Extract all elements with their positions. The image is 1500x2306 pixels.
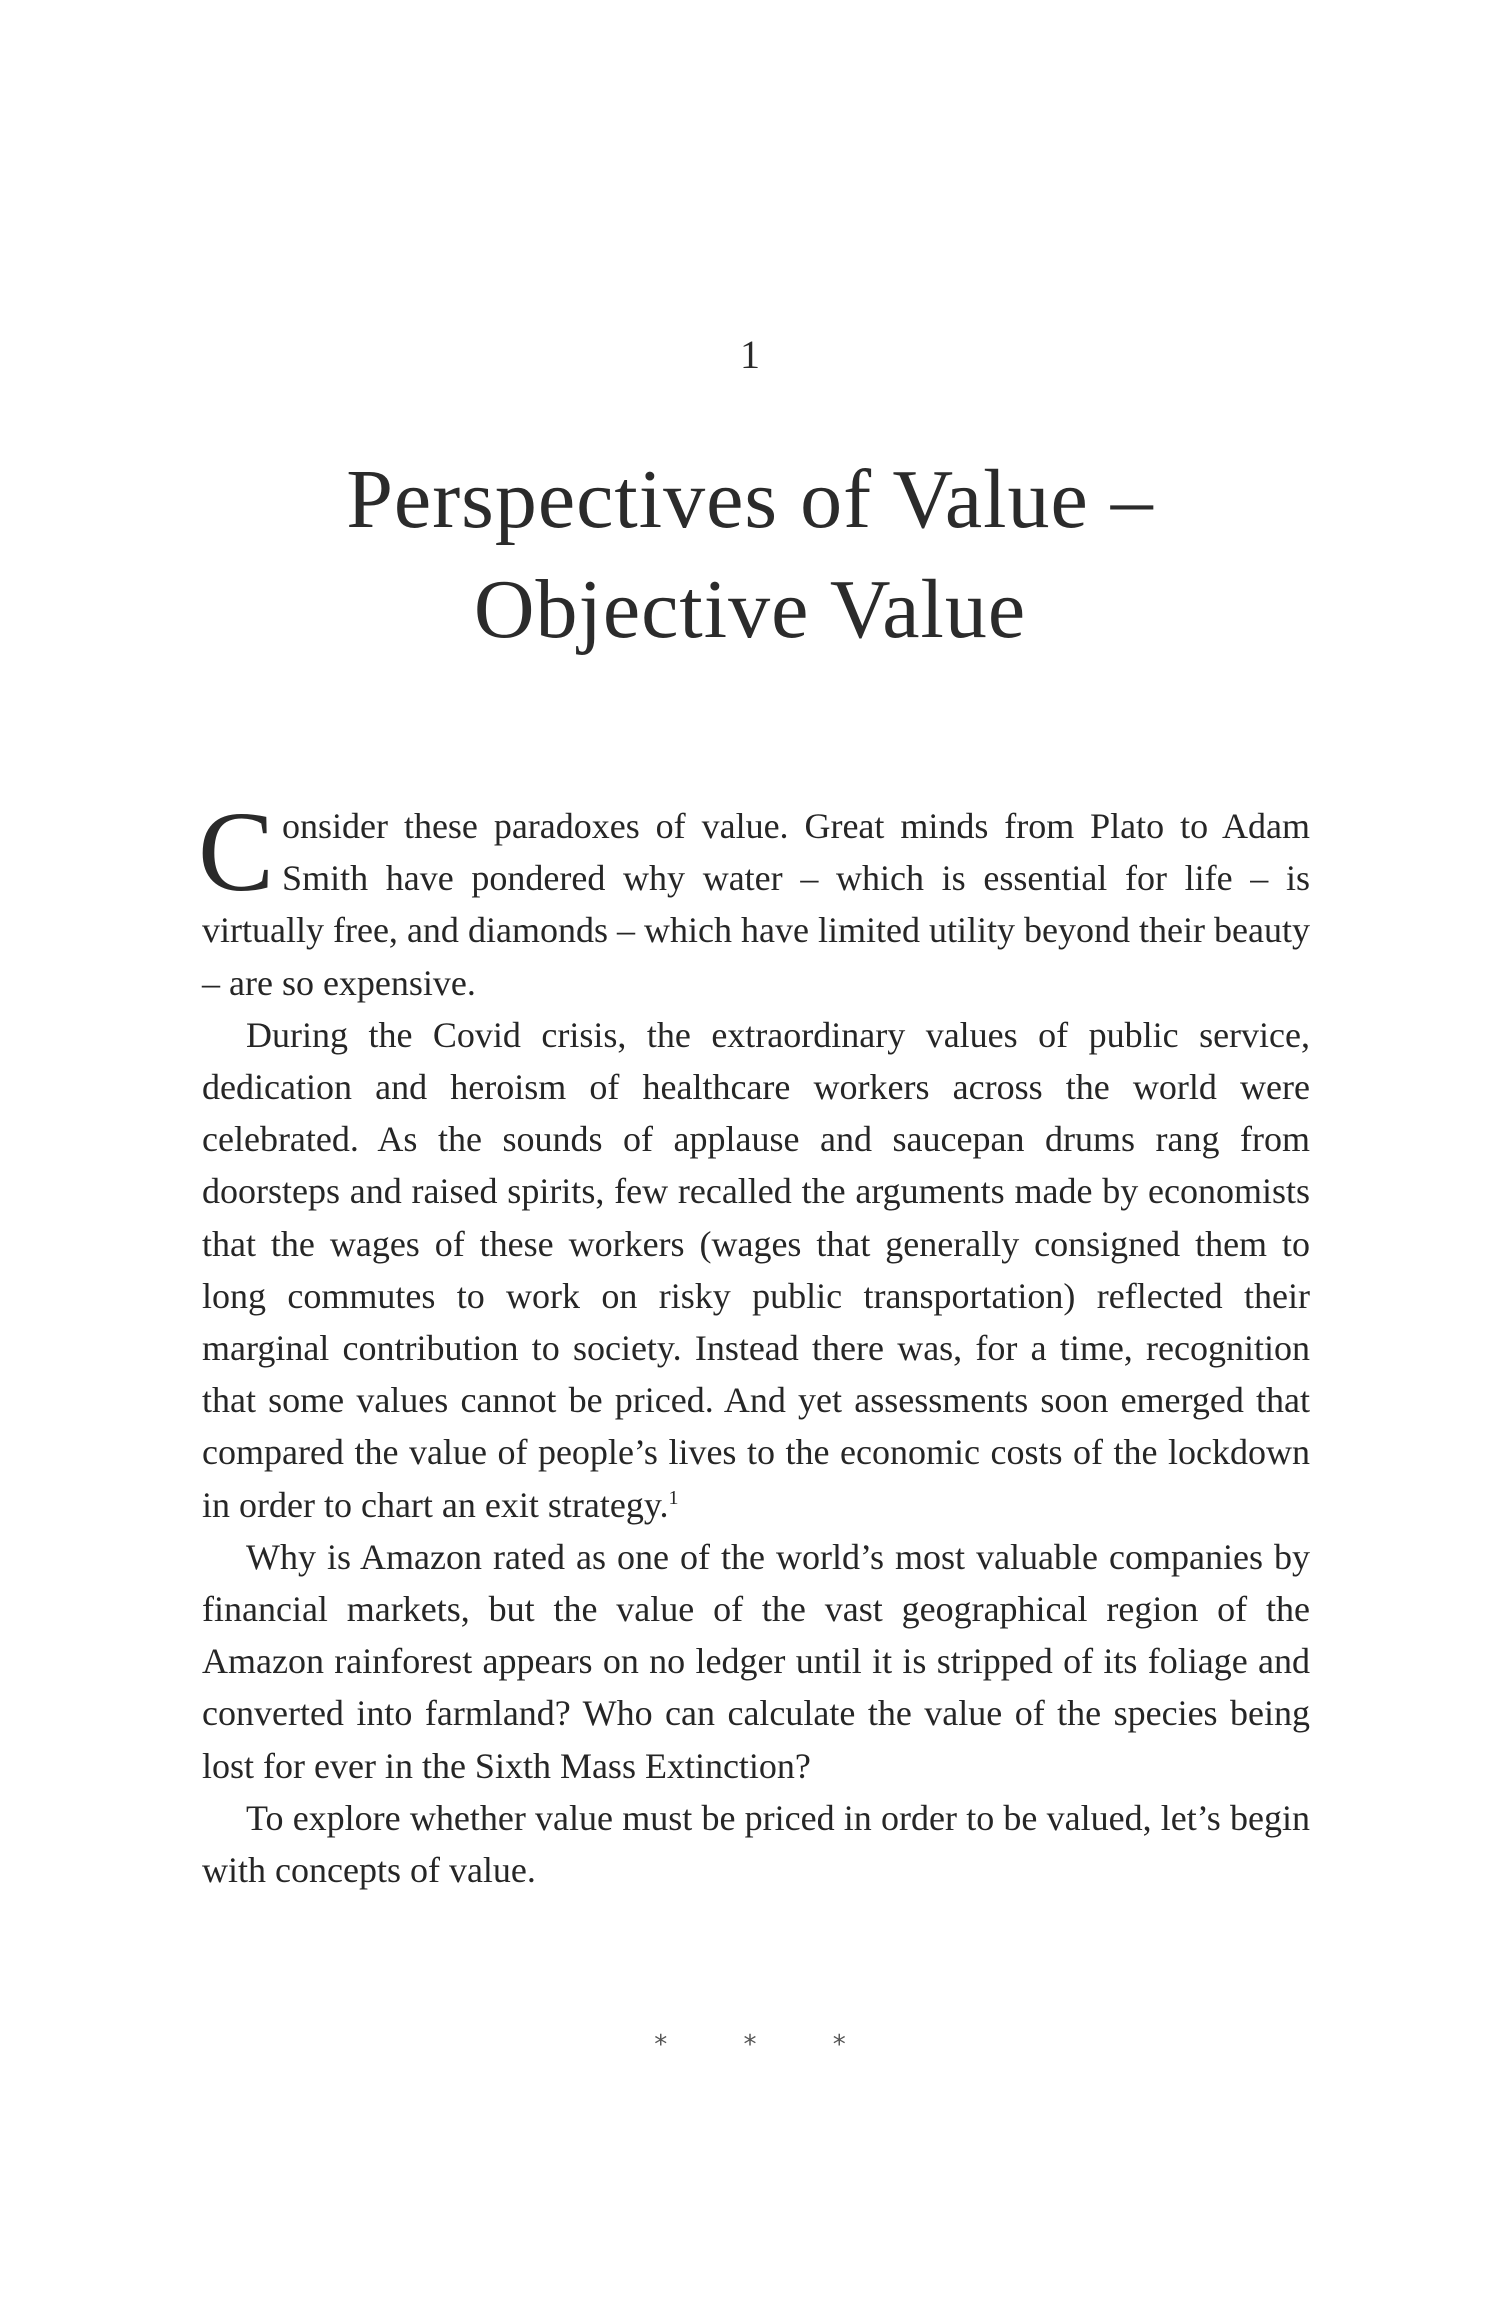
chapter-title-line-2: Objective Value — [473, 563, 1027, 656]
paragraph-4-text: To explore whether value must be priced in order to be valued, let’s begin with concepts of value. — [202, 1797, 1310, 1891]
paragraph-2-text: During the Covid crisis, the extraordinary values of public service, dedication and heroism of healthcare workers across the world were celebrated. As the sounds of applause and saucepan drums rang from doorsteps and raised spirits, few recalled the arguments made by economists that the wages of these workers (wages that generally consigned them to long commutes to work on risky public transportation) reflected their marginal contribution to society. Instead there was, for a time, recognition that some values cannot be priced. And yet assessments soon emerged that compared the value of people’s lives to the economic costs of the lockdown in order to chart an exit strategy. — [202, 1014, 1310, 1525]
paragraph-3-text: Why is Amazon rated as one of the world’s most valuable companies by financial markets, but the value of the vast geographical region of the Amazon rainforest appears on no ledger until it is stripped of its foliage and converted into farmland? Who can calculate the value of the species being lost for ever in the Sixth Mass Extinction? — [202, 1536, 1310, 1786]
paragraph-4 — [202, 1792, 1310, 1896]
paragraph-1 — [198, 788, 1310, 1009]
paragraph-2 — [202, 1009, 1310, 1531]
footnote-marker[interactable]: 1 — [668, 1486, 679, 1509]
chapter-number: 1 — [740, 332, 760, 377]
chapter-title — [0, 445, 1500, 665]
chapter-title-line-1: Perspectives of Value – — [346, 453, 1154, 546]
section-break-ornament: * * * — [654, 2030, 880, 2060]
paragraph-3 — [202, 1531, 1310, 1792]
drop-cap: C — [198, 788, 275, 915]
chapter-body — [198, 788, 1310, 1896]
paragraph-1-text: onsider these paradoxes of value. Great minds from Plato to Adam Smith have pondered why water – which is essential for life – is virtually free, and diamonds – which have limited utility beyond their beauty – are so expensive. — [202, 806, 1310, 1003]
